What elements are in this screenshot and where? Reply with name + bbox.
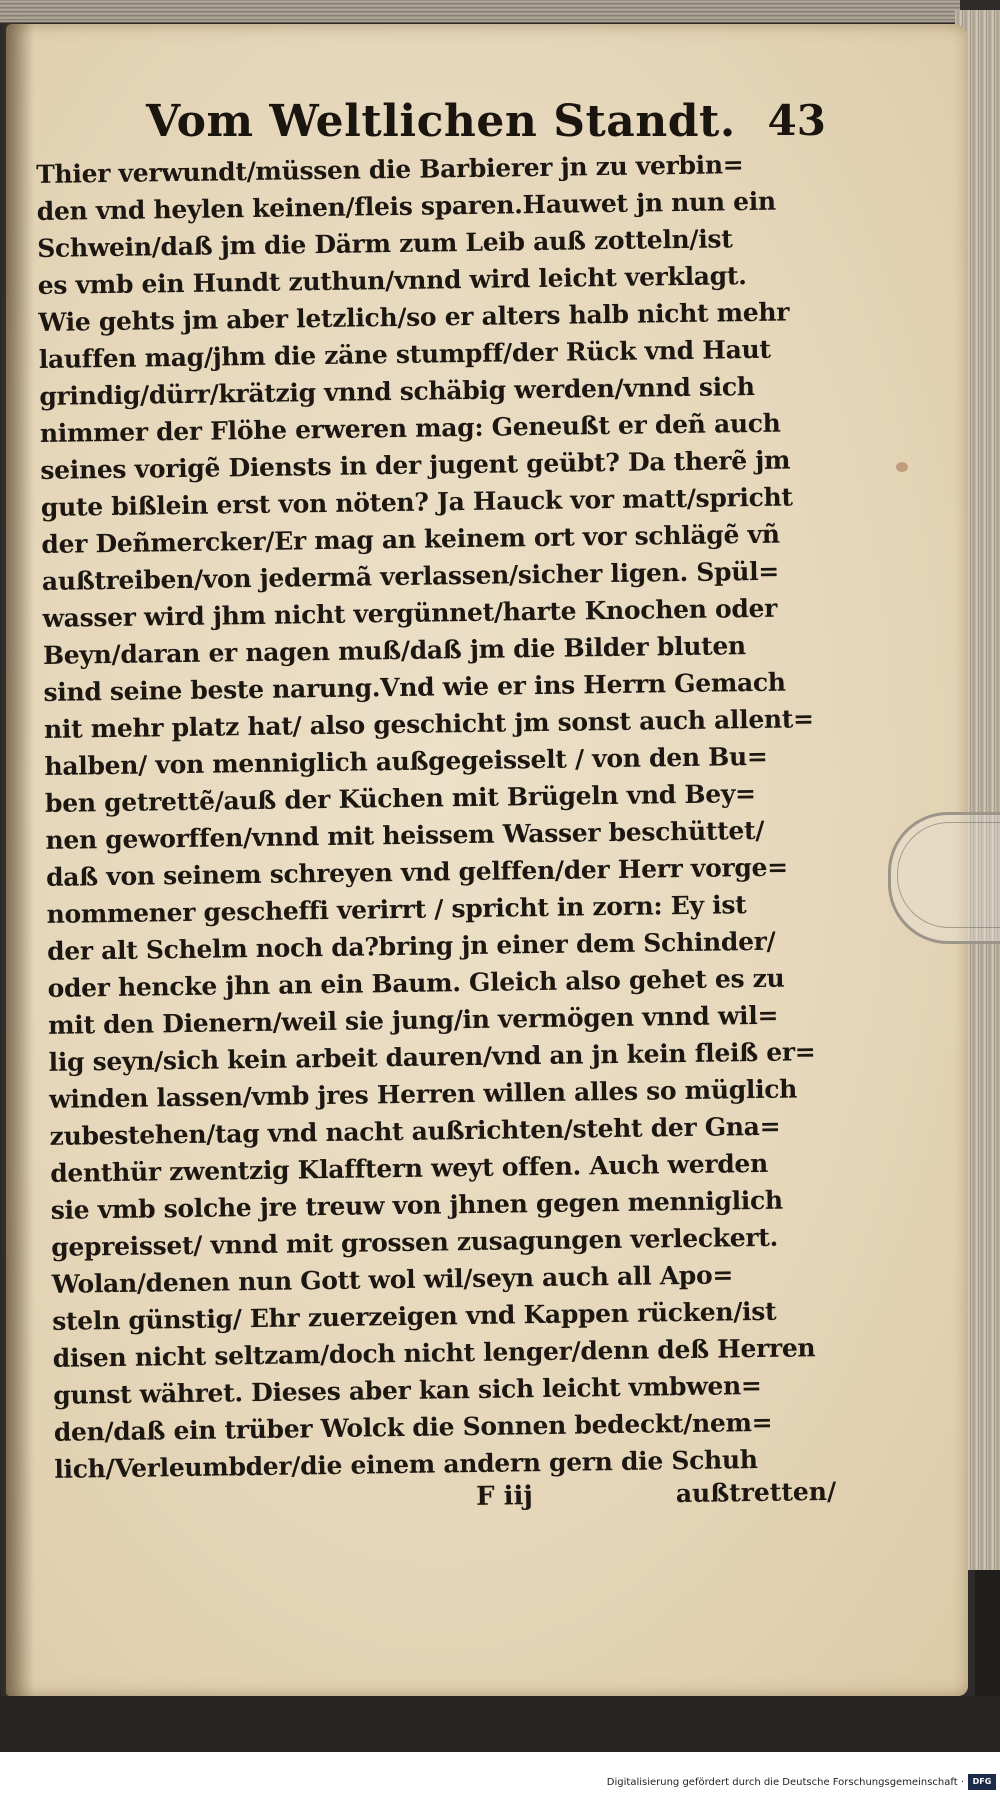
text-line: ben getrettẽ/auß der Küchen mit Brügeln vnd Bey=	[44, 779, 756, 818]
text-line: Thier verwundt/müssen die Barbierer jn zu verbin=	[36, 150, 744, 189]
scanner-bed-bottom	[0, 1696, 1000, 1752]
text-line: lig seyn/sich kein arbeit dauren/vnd an jn kein fleiß er=	[48, 1037, 816, 1077]
text-line: sind seine beste narung.Vnd wie er ins Herrn Gemach	[43, 667, 786, 707]
text-line: nen geworffen/vnnd mit heissem Wasser beschüttet/	[45, 815, 765, 855]
gutter-shadow	[6, 24, 34, 1696]
text-line: der alt Schelm noch da?bring jn einer dem Schinder/	[46, 926, 776, 966]
book-top-edge	[0, 0, 960, 23]
credit-bar	[0, 1752, 1000, 1801]
text-line: disen nicht seltzam/doch nicht lenger/denn deß Herren	[52, 1333, 816, 1373]
text-line: den/daß ein trüber Wolck die Sonnen bedeckt/nem=	[53, 1407, 773, 1447]
text-line: Wie gehts jm aber letzlich/so er alters halb nicht mehr	[38, 297, 790, 337]
page-number: 43	[767, 96, 826, 145]
text-line: der Deñmercker/Er mag an keinem ort vor schlägẽ vñ	[41, 519, 780, 559]
text-line: zubestehen/tag vnd nacht außrichten/steht der Gna=	[49, 1111, 781, 1151]
text-line: Beyn/daran er nagen muß/daß jm die Bilder bluten	[42, 631, 747, 670]
text-line: winden lassen/vmb jres Herren willen alles so müglich	[48, 1074, 798, 1114]
text-line: nit mehr platz hat/ also geschicht jm sonst auch allent=	[43, 704, 814, 744]
text-line: seines vorigẽ Diensts in der jugent geübt? Da therẽ jm	[40, 445, 791, 485]
body-text	[36, 145, 855, 1488]
signature-mark: F iij	[475, 1481, 534, 1512]
text-line: daß von seinem schreyen vnd gelffen/der Herr vorge=	[45, 852, 788, 892]
text-line: es vmb ein Hundt zuthun/vnnd wird leicht verklagt.	[37, 261, 747, 300]
dfg-logo: DFG	[968, 1774, 996, 1790]
text-line: nimmer der Flöhe erweren mag: Geneußt er deñ auch	[39, 408, 781, 448]
text-line: mit den Dienern/weil sie jung/in vermögen vnnd wil=	[47, 1000, 779, 1040]
catchword: außtretten/	[675, 1476, 837, 1509]
text-line: gepreisset/ vnnd mit grossen zusagungen verleckert.	[51, 1222, 779, 1262]
paper-stain	[896, 462, 908, 472]
funding-credit: Digitalisierung gefördert durch die Deutsche Forschungsgemeinschaft ·	[606, 1777, 964, 1788]
text-line: gute bißlein erst von nöten? Ja Hauck vor matt/spricht	[40, 482, 793, 522]
text-line: außtreiben/von jedermã verlassen/sicher ligen. Spül=	[41, 556, 780, 596]
text-line: grindig/dürr/krätzig vnnd schäbig werden/vnnd sich	[39, 371, 755, 411]
text-line: gunst währet. Dieses aber kan sich leicht vmbwen=	[53, 1370, 762, 1410]
text-line: wasser wird jhm nicht vergünnet/harte Knochen oder	[42, 593, 778, 633]
page-clip-inner	[897, 822, 1000, 928]
running-title: Vom Weltlichen Standt.	[146, 96, 736, 147]
text-line: sie vmb solche jre treuw von jhnen gegen menniglich	[50, 1185, 784, 1225]
text-line: denthür zwentzig Klafftern weyt offen. Auch werden	[50, 1148, 769, 1188]
text-line: Schwein/daß jm die Därm zum Leib auß zotteln/ist	[37, 224, 733, 263]
text-line: lauffen mag/jhm die zäne stumpff/der Rück vnd Haut	[38, 334, 771, 374]
text-line: steln günstig/ Ehr zuerzeigen vnd Kappen rücken/ist	[52, 1296, 777, 1336]
text-line: lich/Verleumbder/die einem andern gern die Schuh	[54, 1445, 758, 1484]
text-line: nommener gescheffi verirrt / spricht in zorn: Ey ist	[46, 890, 747, 929]
text-line: halben/ von menniglich außgegeisselt / von den Bu=	[44, 741, 768, 781]
text-line: oder hencke jhn an ein Baum. Gleich also gehet es zu	[47, 963, 785, 1003]
text-line: den vnd heylen keinen/fleis sparen.Hauwet jn nun ein	[36, 186, 777, 226]
text-line: Wolan/denen nun Gott wol wil/seyn auch all Apo=	[51, 1260, 734, 1299]
